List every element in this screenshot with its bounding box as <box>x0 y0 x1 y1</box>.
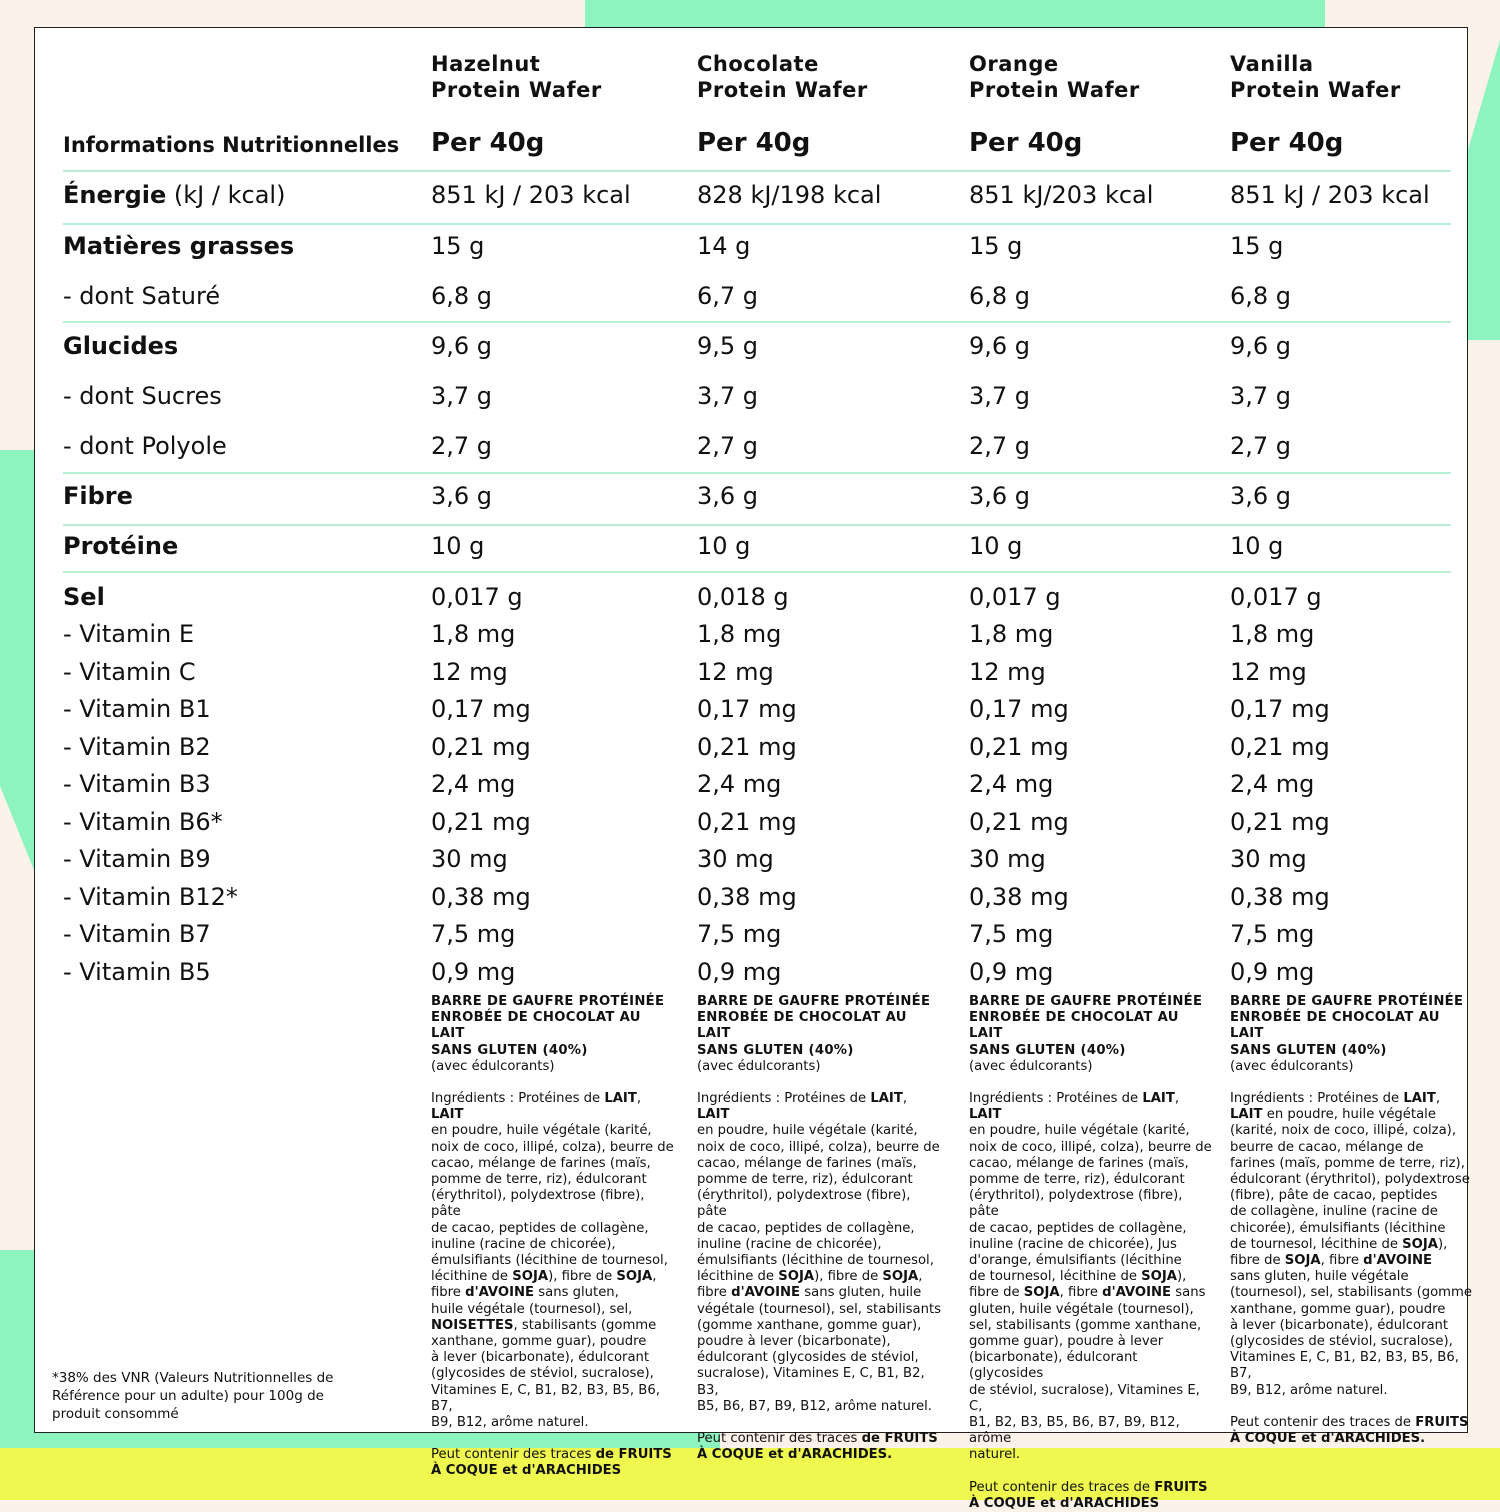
allergen-traces-line: À COQUE et d'ARACHIDES <box>431 1463 622 1479</box>
nutrient-value: 2,4 mg <box>431 770 516 798</box>
product-name-line: Protein Wafer <box>431 78 602 102</box>
nutrient-value: 3,7 g <box>431 382 493 410</box>
nutrient-value: 12 mg <box>697 658 774 686</box>
ingredients-line: Ingrédients : Protéines de LAIT, <box>1230 1091 1441 1107</box>
ingredients-line: (glycosides de stéviol, sucralose), <box>1230 1334 1453 1350</box>
ingredients-line: émulsifiants (lécithine de tournesol, <box>697 1253 934 1269</box>
ingredients-line: inuline (racine de chicorée), Jus <box>969 1236 1177 1252</box>
ingredients-line: (karité, noix de coco, illipé, colza), <box>1230 1123 1457 1139</box>
ingredients-line: gluten, huile végétale (tournesol), <box>969 1301 1194 1317</box>
ingredients-line: fibre de SOJA, fibre d'AVOINE <box>1230 1253 1433 1269</box>
nutrient-name: Glucides <box>63 332 179 360</box>
product-name-line: Protein Wafer <box>697 78 868 102</box>
nutrient-name: - dont Sucres <box>63 382 222 410</box>
nutrient-value: 1,8 mg <box>431 620 516 648</box>
nutrient-value: 0,017 g <box>431 583 523 611</box>
nutrient-value: 15 g <box>1230 232 1284 260</box>
nutrient-value: 10 g <box>431 532 485 560</box>
ingredients-line: en poudre, huile végétale (karité, <box>697 1123 918 1139</box>
ingredients-line: végétale (tournesol), sel, stabilisants <box>697 1301 942 1317</box>
nutrient-value: 30 mg <box>697 845 774 873</box>
nutrient-label <box>63 382 222 410</box>
nutrient-value: 7,5 mg <box>697 920 782 948</box>
background-shape-top <box>585 0 1325 30</box>
nutrient-value: 0,017 g <box>969 583 1061 611</box>
nutrient-value: 3,7 g <box>1230 382 1292 410</box>
nutrient-name: Sel <box>63 583 105 611</box>
ingredients-line: lécithine de SOJA), fibre de SOJA, <box>697 1269 923 1285</box>
nutrient-value: 0,21 mg <box>431 733 531 761</box>
nutrient-name: Matières grasses <box>63 232 295 260</box>
nutrient-value: 12 mg <box>431 658 508 686</box>
ingredients-line: (fibre), pâte de cacao, peptides <box>1230 1188 1438 1204</box>
spacer <box>1230 1399 1475 1415</box>
serving-size: Per 40g <box>1230 128 1344 158</box>
nutrient-name: - Vitamin B12* <box>63 883 238 911</box>
nutrient-value: 9,6 g <box>969 332 1031 360</box>
nutrient-name: - Vitamin B1 <box>63 695 211 723</box>
nutrient-label <box>63 482 133 510</box>
nutrient-name: - Vitamin B3 <box>63 770 211 798</box>
ingredients-line: sans gluten, huile végétale <box>1230 1269 1409 1285</box>
ingredients-line: noix de coco, illipé, colza), beurre de <box>431 1139 674 1155</box>
nutrient-value: 0,9 mg <box>697 958 782 986</box>
spacer <box>969 1464 1214 1480</box>
nutrient-label <box>63 808 223 836</box>
nutrient-name: - Vitamin B2 <box>63 733 211 761</box>
nutrient-value: 6,8 g <box>1230 282 1292 310</box>
product-header <box>431 51 602 103</box>
ingredients-line: Vitamines E, C, B1, B2, B3, B5, B6, B7, <box>1230 1350 1459 1382</box>
nutrient-value: 3,7 g <box>697 382 759 410</box>
ingredients-line: xanthane, gomme guar), poudre <box>431 1334 647 1350</box>
ingredients-line: B9, B12, arôme naturel. <box>1230 1382 1388 1398</box>
ingredients-block <box>431 994 676 1480</box>
nutrient-value: 828 kJ/198 kcal <box>697 181 882 209</box>
ingredients-line: gomme guar), poudre à lever <box>969 1334 1164 1350</box>
ingredients-line: Vitamines E, C, B1, B2, B3, B5, B6, B7, <box>431 1382 660 1414</box>
nutrient-value: 7,5 mg <box>969 920 1054 948</box>
ingredients-line: en poudre, huile végétale (karité, <box>431 1123 652 1139</box>
nutrient-name: Fibre <box>63 482 133 510</box>
nutrient-value: 10 g <box>969 532 1023 560</box>
row-separator <box>63 321 1451 323</box>
allergen-traces-line: Peut contenir des traces de FRUITS <box>1230 1414 1469 1430</box>
nutrient-label <box>63 733 211 761</box>
product-name-line: Hazelnut <box>431 52 541 76</box>
ingredients-line: de tournesol, lécithine de SOJA), <box>969 1269 1187 1285</box>
allergen-traces-line: Peut contenir des traces de FRUITS <box>697 1431 938 1447</box>
nutrient-label <box>63 232 294 260</box>
nutrient-value: 2,7 g <box>969 432 1031 460</box>
serving-size: Per 40g <box>969 128 1083 158</box>
ingredients-title: BARRE DE GAUFRE PROTÉINÉE <box>431 994 665 1009</box>
nutrient-value: 2,7 g <box>1230 432 1292 460</box>
nutrient-name: Énergie <box>63 181 167 209</box>
ingredients-title: BARRE DE GAUFRE PROTÉINÉE <box>969 994 1203 1009</box>
nutrient-value: 3,6 g <box>1230 482 1292 510</box>
nutrient-value: 3,7 g <box>969 382 1031 410</box>
nutrient-value: 14 g <box>697 232 751 260</box>
ingredients-block <box>1230 994 1475 1447</box>
nutrient-value: 851 kJ / 203 kcal <box>431 181 631 209</box>
nutrient-name: - Vitamin B6* <box>63 808 223 836</box>
ingredients-line: chicorée), émulsifiants (lécithine <box>1230 1220 1446 1236</box>
ingredients-line: inuline (racine de chicorée), <box>697 1236 882 1252</box>
nutrient-value: 0,9 mg <box>969 958 1054 986</box>
ingredients-line: sucralose), Vitamines E, C, B1, B2, B3, <box>697 1366 925 1398</box>
ingredients-line: fibre d'AVOINE sans gluten, <box>431 1285 619 1301</box>
nutrient-label <box>63 282 220 310</box>
background-shape-left <box>0 450 34 870</box>
ingredients-line: à lever (bicarbonate), édulcorant <box>431 1350 650 1366</box>
ingredients-block <box>969 994 1214 1512</box>
footnote-line: *38% des VNR (Valeurs Nutritionnelles de <box>52 1370 334 1386</box>
product-header <box>969 51 1140 103</box>
background-shape-left-bottom <box>0 1250 34 1450</box>
ingredients-title: SANS GLUTEN (40%) <box>431 1042 588 1058</box>
nutrient-label <box>63 695 211 723</box>
nutrient-label <box>63 620 194 648</box>
ingredients-line: (glycosides de stéviol, sucralose), <box>431 1366 654 1382</box>
nutrient-value: 0,21 mg <box>697 808 797 836</box>
nutrient-value: 6,7 g <box>697 282 759 310</box>
ingredients-line: B5, B6, B7, B9, B12, arôme naturel. <box>697 1398 932 1414</box>
ingredients-line: huile végétale (tournesol), sel, <box>431 1301 633 1317</box>
ingredients-line: pomme de terre, riz), édulcorant <box>697 1172 913 1188</box>
nutrient-value: 0,21 mg <box>969 808 1069 836</box>
nutrient-value: 0,9 mg <box>1230 958 1315 986</box>
nutrient-value: 3,6 g <box>697 482 759 510</box>
sweetener-note: (avec édulcorants) <box>969 1058 1093 1074</box>
ingredients-line: (gomme xanthane, gomme guar), <box>697 1317 922 1333</box>
nutrient-value: 30 mg <box>431 845 508 873</box>
nutrient-label <box>63 883 238 911</box>
nutrient-value: 0,38 mg <box>697 883 797 911</box>
nutrient-value: 7,5 mg <box>1230 920 1315 948</box>
ingredients-line: cacao, mélange de farines (maïs, <box>969 1155 1189 1171</box>
ingredients-line: noix de coco, illipé, colza), beurre de <box>697 1139 940 1155</box>
ingredients-line: Ingrédients : Protéines de LAIT, LAIT <box>697 1091 908 1123</box>
nutrient-name: - Vitamin B5 <box>63 958 211 986</box>
nutrient-value: 0,17 mg <box>1230 695 1330 723</box>
ingredients-line: farines (maïs, pomme de terre, riz), <box>1230 1155 1465 1171</box>
spacer <box>431 1431 676 1447</box>
nutrient-name: - Vitamin B9 <box>63 845 211 873</box>
ingredients-line: pomme de terre, riz), édulcorant <box>969 1172 1185 1188</box>
ingredients-title: ENROBÉE DE CHOCOLAT AU LAIT <box>697 1010 907 1042</box>
allergen-traces-line: Peut contenir des traces de FRUITS <box>969 1479 1208 1495</box>
ingredients-line: (érythritol), polydextrose (fibre), pâte <box>697 1188 911 1220</box>
nutrient-value: 0,018 g <box>697 583 789 611</box>
ingredients-line: cacao, mélange de farines (maïs, <box>697 1155 917 1171</box>
spacer <box>697 1075 942 1091</box>
nutrient-label <box>63 658 196 686</box>
ingredients-line: en poudre, huile végétale (karité, <box>969 1123 1190 1139</box>
nutrient-value: 1,8 mg <box>697 620 782 648</box>
footnote-line: Référence pour un adulte) pour 100g de <box>52 1388 324 1404</box>
nutrient-value: 12 mg <box>1230 658 1307 686</box>
nutrient-value: 2,4 mg <box>1230 770 1315 798</box>
ingredients-line: de cacao, peptides de collagène, <box>969 1220 1187 1236</box>
ingredients-line: beurre de cacao, mélange de <box>1230 1139 1424 1155</box>
nutrient-label <box>63 958 211 986</box>
ingredients-title: ENROBÉE DE CHOCOLAT AU LAIT <box>431 1010 641 1042</box>
ingredients-title: SANS GLUTEN (40%) <box>969 1042 1126 1058</box>
product-name-line: Protein Wafer <box>1230 78 1401 102</box>
nutrient-value: 0,17 mg <box>969 695 1069 723</box>
ingredients-line: (bicarbonate), édulcorant (glycosides <box>969 1350 1138 1382</box>
ingredients-line: B1, B2, B3, B5, B6, B7, B9, B12, arôme <box>969 1415 1180 1447</box>
nutrient-value: 0,38 mg <box>431 883 531 911</box>
nutrient-value: 0,21 mg <box>697 733 797 761</box>
allergen-traces-line: À COQUE et d'ARACHIDES. <box>1230 1431 1426 1447</box>
serving-size: Per 40g <box>697 128 811 158</box>
nutrient-value: 12 mg <box>969 658 1046 686</box>
ingredients-line: (érythritol), polydextrose (fibre), pâte <box>431 1188 645 1220</box>
ingredients-line: (érythritol), polydextrose (fibre), pâte <box>969 1188 1183 1220</box>
nutrient-value: 30 mg <box>1230 845 1307 873</box>
ingredients-line: de tournesol, lécithine de SOJA), <box>1230 1236 1448 1252</box>
nutrient-value: 15 g <box>431 232 485 260</box>
ingredients-title: SANS GLUTEN (40%) <box>1230 1042 1387 1058</box>
nutrient-value: 1,8 mg <box>969 620 1054 648</box>
ingredients-line: B9, B12, arôme naturel. <box>431 1415 589 1431</box>
nutrient-label <box>63 432 227 460</box>
nutrient-value: 0,21 mg <box>969 733 1069 761</box>
ingredients-line: LAIT en poudre, huile végétale <box>1230 1107 1436 1123</box>
nutrient-value: 0,17 mg <box>431 695 531 723</box>
nutrient-name: - dont Saturé <box>63 282 221 310</box>
ingredients-line: noix de coco, illipé, colza), beurre de <box>969 1139 1212 1155</box>
nutrient-value: 9,5 g <box>697 332 759 360</box>
ingredients-line: sel, stabilisants (gomme xanthane, <box>969 1317 1202 1333</box>
nutrient-label <box>63 583 105 611</box>
ingredients-line: Ingrédients : Protéines de LAIT, LAIT <box>969 1091 1180 1123</box>
ingredients-line: d'orange, émulsifiants (lécithine <box>969 1253 1182 1269</box>
nutrient-label <box>63 845 211 873</box>
nutrient-value: 30 mg <box>969 845 1046 873</box>
nutrient-value: 2,4 mg <box>697 770 782 798</box>
nutrient-label <box>63 770 211 798</box>
footnote <box>52 1369 372 1423</box>
ingredients-title: ENROBÉE DE CHOCOLAT AU LAIT <box>969 1010 1179 1042</box>
ingredients-block <box>697 994 942 1463</box>
nutrient-label <box>63 332 178 360</box>
nutrient-value: 3,6 g <box>431 482 493 510</box>
background-shape-right <box>1465 40 1500 340</box>
row-separator <box>63 223 1451 225</box>
spacer <box>697 1415 942 1431</box>
ingredients-line: (tournesol), sel, stabilisants (gomme <box>1230 1285 1472 1301</box>
table-title: Informations Nutritionnelles <box>63 133 400 157</box>
nutrient-name: - dont Polyole <box>63 432 227 460</box>
product-name-line: Vanilla <box>1230 52 1314 76</box>
sweetener-note: (avec édulcorants) <box>697 1058 821 1074</box>
nutrient-value: 10 g <box>697 532 751 560</box>
nutrient-value: 9,6 g <box>1230 332 1292 360</box>
nutrient-value: 6,8 g <box>969 282 1031 310</box>
ingredients-line: à lever (bicarbonate), édulcorant <box>1230 1317 1449 1333</box>
nutrient-value: 851 kJ / 203 kcal <box>1230 181 1430 209</box>
nutrient-value: 9,6 g <box>431 332 493 360</box>
ingredients-title: ENROBÉE DE CHOCOLAT AU LAIT <box>1230 1010 1440 1042</box>
ingredients-line: Ingrédients : Protéines de LAIT, LAIT <box>431 1091 642 1123</box>
nutrient-value: 2,7 g <box>697 432 759 460</box>
nutrient-unit: (kJ / kcal) <box>166 181 286 209</box>
nutrient-value: 3,6 g <box>969 482 1031 510</box>
product-header <box>1230 51 1401 103</box>
row-separator <box>63 571 1451 573</box>
ingredients-line: xanthane, gomme guar), poudre <box>1230 1301 1446 1317</box>
nutrient-name: - Vitamin E <box>63 620 195 648</box>
nutrient-name: - Vitamin B7 <box>63 920 211 948</box>
nutrient-value: 0,9 mg <box>431 958 516 986</box>
ingredients-title: BARRE DE GAUFRE PROTÉINÉE <box>697 994 931 1009</box>
product-header <box>697 51 868 103</box>
nutrient-value: 0,17 mg <box>697 695 797 723</box>
serving-size: Per 40g <box>431 128 545 158</box>
spacer <box>431 1075 676 1091</box>
footnote-line: produit consommé <box>52 1406 179 1422</box>
ingredients-line: de stéviol, sucralose), Vitamines E, C, <box>969 1382 1200 1414</box>
nutrient-name: - Vitamin C <box>63 658 196 686</box>
nutrient-value: 2,7 g <box>431 432 493 460</box>
nutrient-name: Protéine <box>63 532 179 560</box>
nutrient-value: 15 g <box>969 232 1023 260</box>
nutrient-value: 0,21 mg <box>431 808 531 836</box>
nutrient-value: 10 g <box>1230 532 1284 560</box>
nutrient-value: 7,5 mg <box>431 920 516 948</box>
ingredients-line: édulcorant (glycosides de stéviol, <box>697 1350 919 1366</box>
nutrient-value: 6,8 g <box>431 282 493 310</box>
ingredients-line: de collagène, inuline (racine de <box>1230 1204 1438 1220</box>
ingredients-line: de cacao, peptides de collagène, <box>431 1220 649 1236</box>
nutrient-value: 2,4 mg <box>969 770 1054 798</box>
ingredients-line: poudre à lever (bicarbonate), <box>697 1334 891 1350</box>
ingredients-line: inuline (racine de chicorée), <box>431 1236 616 1252</box>
ingredients-line: pomme de terre, riz), édulcorant <box>431 1172 647 1188</box>
nutrient-label <box>63 181 285 209</box>
ingredients-line: fibre de SOJA, fibre d'AVOINE sans <box>969 1285 1206 1301</box>
ingredients-line: cacao, mélange de farines (maïs, <box>431 1155 651 1171</box>
sweetener-note: (avec édulcorants) <box>1230 1058 1354 1074</box>
allergen-traces-line: À COQUE et d'ARACHIDES <box>969 1495 1160 1511</box>
allergen-traces-line: À COQUE et d'ARACHIDES. <box>697 1447 893 1463</box>
nutrient-value: 0,38 mg <box>1230 883 1330 911</box>
spacer <box>969 1075 1214 1091</box>
product-name-line: Protein Wafer <box>969 78 1140 102</box>
nutrient-label <box>63 920 211 948</box>
nutrient-label <box>63 532 178 560</box>
ingredients-line: fibre d'AVOINE sans gluten, huile <box>697 1285 922 1301</box>
spacer <box>1230 1075 1475 1091</box>
ingredients-line: édulcorant (érythritol), polydextrose <box>1230 1172 1470 1188</box>
allergen-traces-line: Peut contenir des traces de FRUITS <box>431 1447 672 1463</box>
nutrient-value: 1,8 mg <box>1230 620 1315 648</box>
row-separator <box>63 524 1451 526</box>
nutrient-value: 0,21 mg <box>1230 808 1330 836</box>
row-separator <box>63 170 1451 172</box>
ingredients-title: BARRE DE GAUFRE PROTÉINÉE <box>1230 994 1464 1009</box>
ingredients-line: émulsifiants (lécithine de tournesol, <box>431 1253 668 1269</box>
nutrient-value: 0,38 mg <box>969 883 1069 911</box>
ingredients-line: naturel. <box>969 1447 1021 1463</box>
nutrient-value: 0,21 mg <box>1230 733 1330 761</box>
nutrient-value: 0,017 g <box>1230 583 1322 611</box>
ingredients-line: lécithine de SOJA), fibre de SOJA, <box>431 1269 657 1285</box>
product-name-line: Chocolate <box>697 52 819 76</box>
sweetener-note: (avec édulcorants) <box>431 1058 555 1074</box>
ingredients-line: de cacao, peptides de collagène, <box>697 1220 915 1236</box>
ingredients-line: NOISETTES, stabilisants (gomme <box>431 1317 657 1333</box>
nutrient-value: 851 kJ/203 kcal <box>969 181 1154 209</box>
ingredients-title: SANS GLUTEN (40%) <box>697 1042 854 1058</box>
row-separator <box>63 472 1451 474</box>
product-name-line: Orange <box>969 52 1059 76</box>
